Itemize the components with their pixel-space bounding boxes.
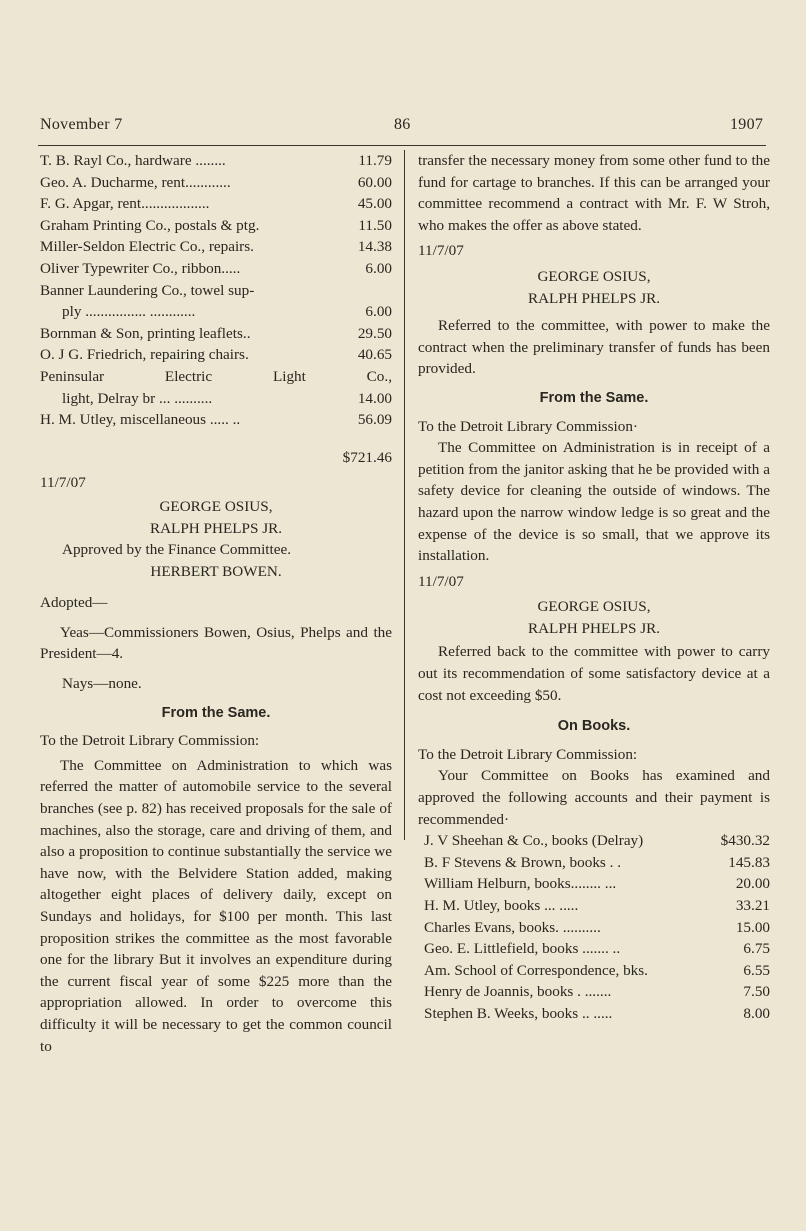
account-line: Graham Printing Co., postals & ptg. 11.50	[40, 216, 392, 234]
vote-yeas: Yeas—Commissioners Bowen, Osius, Phelps and the President—4.	[40, 623, 392, 663]
right-column	[418, 150, 770, 1025]
book-account-line: Henry de Joannis, books . ....... 7.50	[424, 983, 770, 1001]
date: 11/7/07	[418, 572, 464, 590]
signature: RALPH PHELPS JR.	[527, 619, 661, 637]
header-rule	[38, 145, 766, 146]
account-line: Bornman & Son, printing leaflets.. 29.50	[40, 324, 392, 342]
account-line: ply ................ ............ 6.00	[62, 303, 392, 321]
section-heading: From the Same.	[539, 389, 649, 406]
referral-note: Referred back to the committee with power to carry out its recommendation of some satisfactory device at a cost not exceeding $50.	[418, 643, 770, 704]
vote-nays: Nays—none.	[62, 675, 142, 693]
approval-note: Approved by the Finance Committee.	[62, 541, 292, 559]
signature: RALPH PHELPS JR.	[149, 519, 283, 537]
account-line: Geo. A. Ducharme, rent............ 60.00	[40, 173, 392, 191]
referral-note: Referred to the committee, with power to make the contract when the preliminary transfer of funds has been provided.	[418, 317, 770, 378]
book-account-line: H. M. Utley, books ... ..... 33.21	[424, 897, 770, 914]
book-account-line: Geo. E. Littlefield, books ....... .. 6.75	[424, 940, 770, 958]
book-account-line: B. F Stevens & Brown, books . . 145.83	[424, 853, 770, 871]
book-account-line: Charles Evans, books. .......... 15.00	[424, 918, 770, 936]
account-line: Oliver Typewriter Co., ribbon..... 6.00	[40, 259, 392, 277]
signature: RALPH PHELPS JR.	[527, 289, 661, 307]
page-number: 86	[394, 116, 411, 133]
header-year: 1907	[730, 116, 764, 133]
body-paragraph: The Committee on Administration is in receipt of a petition from the janitor asking that he be provided with a safety device for cleaning the outside of windows. The hazard upon the narrow window ledge is so great and the expense of the device is so small, that we approve its installation.	[418, 439, 770, 565]
book-account-line: Am. School of Correspondence, bks. 6.55	[424, 961, 770, 979]
account-line: O. J G. Friedrich, repairing chairs. 40.65	[40, 346, 392, 364]
total-amount: $721.46	[342, 448, 392, 466]
account-line-wrap: Banner Laundering Co., towel sup-	[40, 281, 255, 299]
account-line: Miller-Seldon Electric Co., repairs. 14.38	[40, 238, 392, 256]
book-account-line: Stephen B. Weeks, books .. ..... 8.00	[424, 1004, 770, 1022]
account-line: light, Delray br ... .......... 14.00	[62, 389, 392, 407]
section-heading: From the Same.	[161, 704, 271, 721]
salutation: To the Detroit Library Commission·	[418, 417, 638, 435]
signature: HERBERT BOWEN.	[150, 562, 282, 580]
salutation: To the Detroit Library Commission:	[418, 745, 638, 763]
account-line: F. G. Apgar, rent.................. 45.00	[40, 195, 392, 213]
section-heading: On Books.	[557, 718, 631, 735]
date: 11/7/07	[40, 474, 86, 492]
header-date: November 7	[40, 116, 123, 133]
account-line-wrap: Peninsular Electric Light Co.,	[40, 367, 392, 385]
book-account-line: William Helburn, books........ ... 20.00	[424, 875, 770, 893]
body-paragraph: The Committee on Administration to which was referred the matter of automobile service to the several branches (see p. 82) has received proposals for the sale of machines, also the storage, care and driving of them, and also a proposition to continue substantially the service we have now, with the Belvidere Station added, making altogether eight places of delivery daily, except on Sundays and holidays, for $100 per month. This last proposition strikes the committee as the most favorable one for the library But it involves an expenditure during the current fiscal year of some $225 more than the appropriation allowed. In order to overcome this difficulty it will be necessary to get the common council to	[40, 756, 392, 1055]
adopted-label: Adopted—	[40, 594, 108, 612]
date: 11/7/07	[418, 242, 464, 260]
account-line: T. B. Rayl Co., hardware ........ 11.79	[40, 152, 392, 169]
signature: GEORGE OSIUS,	[537, 598, 651, 616]
signature: GEORGE OSIUS,	[537, 267, 651, 285]
signature: GEORGE OSIUS,	[159, 497, 273, 515]
left-column	[40, 150, 392, 1057]
column-divider	[404, 150, 405, 840]
book-account-line: J. V Sheehan & Co., books (Delray) $430.32	[424, 832, 770, 850]
body-paragraph: transfer the necessary money from some other fund to the fund for cartage to branches. If this can be arranged your committee recommend a contract with Mr. F. W Stroh, who makes the offer as above stated.	[418, 152, 770, 234]
body-paragraph: Your Committee on Books has examined and approved the following accounts and their payment is recommended·	[418, 767, 770, 828]
account-line: H. M. Utley, miscellaneous ..... .. 56.09	[40, 411, 392, 429]
salutation: To the Detroit Library Commission:	[40, 732, 260, 750]
